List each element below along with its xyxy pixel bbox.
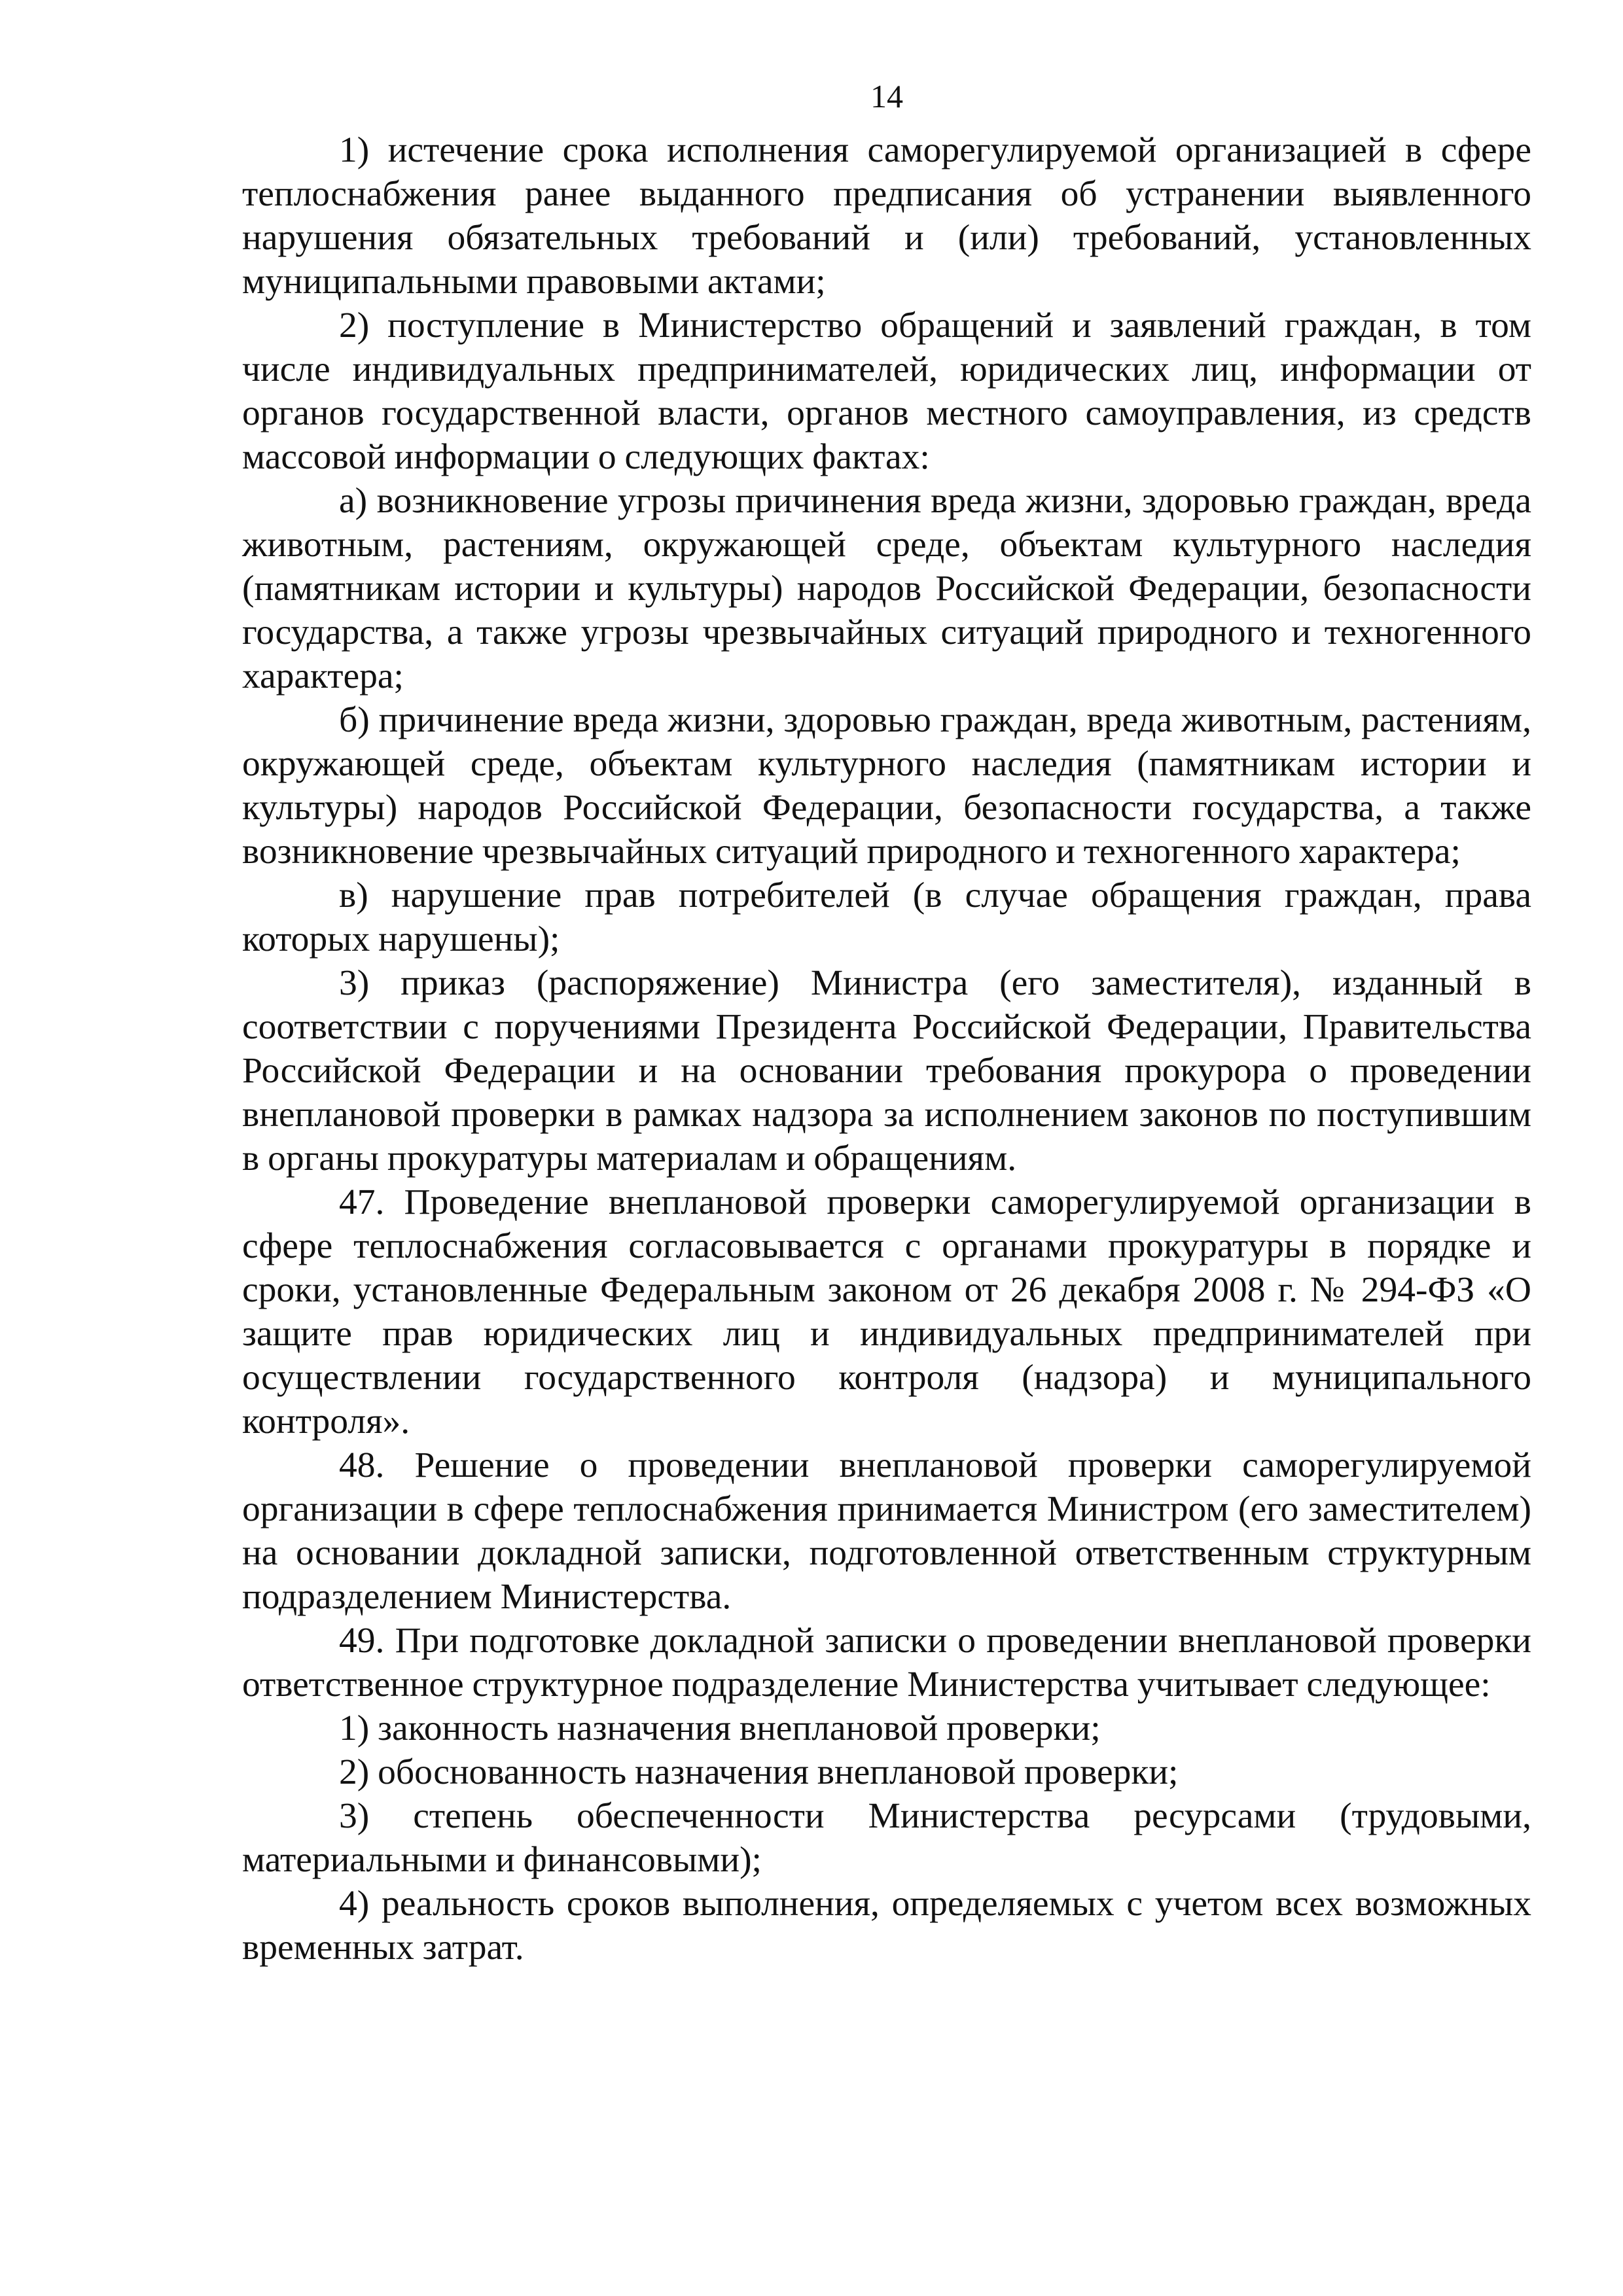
paragraph-item-1: 1) истечение срока исполнения саморегулируемой организацией в сфере теплоснабжения ранее выданного предписания об устранении выявленного нарушения обязательных требований и (или) требований, установленных муниципальными правовыми актами;	[242, 130, 1531, 302]
document-body	[242, 128, 1531, 1969]
paragraph-subitem-a: а) возникновение угрозы причинения вреда жизни, здоровью граждан, вреда животным, растениям, окружающей среде, объектам культурного наследия (памятникам истории и культуры) народов Российской Федерации, безопасности государства, а также угрозы чрезвычайных ситуаций природного и техногенного характера;	[242, 481, 1531, 696]
paragraph-subitem-b: б) причинение вреда жизни, здоровью граждан, вреда животным, растениям, окружающей среде, объектам культурного наследия (памятникам истории и культуры) народов Российской Федерации, безопасности государства, а также возникновение чрезвычайных ситуаций природного и техногенного характера;	[242, 700, 1531, 872]
paragraph-clause-49: 49. При подготовке докладной записки о проведении внеплановой проверки ответственное структурное подразделение Министерства учитывает следующее:	[242, 1621, 1531, 1704]
paragraph-item-2: 2) поступление в Министерство обращений и заявлений граждан, в том числе индивидуальных предпринимателей, юридических лиц, информации от органов государственной власти, органов местного самоуправления, из средств массовой информации о следующих фактах:	[242, 306, 1531, 477]
paragraph-item-3: 3) приказ (распоряжение) Министра (его заместителя), изданный в соответствии с поручениями Президента Российской Федерации, Правительства Российской Федерации и на основании требования прокурора о проведении внеплановой проверки в рамках надзора за исполнением законов по поступившим в органы прокуратуры материалам и обращениям.	[242, 963, 1531, 1178]
paragraph-criterion-3: 3) степень обеспеченности Министерства ресурсами (трудовыми, материальными и финансовыми);	[242, 1796, 1531, 1880]
paragraph-clause-48: 48. Решение о проведении внеплановой проверки саморегулируемой организации в сфере теплоснабжения принимается Министром (его заместителем) на основании докладной записки, подготовленной ответственным структурным подразделением Министерства.	[242, 1445, 1531, 1617]
paragraph-criterion-2: 2) обоснованность назначения внеплановой проверки;	[339, 1752, 1179, 1792]
document-page	[242, 0, 1531, 2296]
paragraph-criterion-1: 1) законность назначения внеплановой проверки;	[339, 1708, 1101, 1748]
paragraph-clause-47: 47. Проведение внеплановой проверки саморегулируемой организации в сфере теплоснабжения согласовывается с органами прокуратуры в порядке и сроки, установленные Федеральным законом от 26 декабря 2008 г. № 294-ФЗ «О защите прав юридических лиц и индивидуальных предпринимателей при осуществлении государственного контроля (надзора) и муниципального контроля».	[242, 1182, 1531, 1441]
paragraph-subitem-v: в) нарушение прав потребителей (в случае обращения граждан, права которых нарушены);	[242, 875, 1531, 959]
page-number: 14	[870, 78, 903, 115]
paragraph-criterion-4: 4) реальность сроков выполнения, определяемых с учетом всех возможных временных затрат.	[242, 1884, 1531, 1968]
